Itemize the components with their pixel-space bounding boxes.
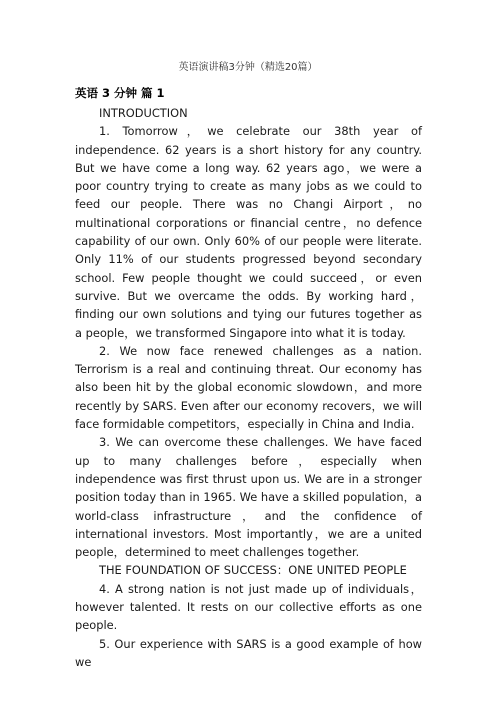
section-title: 英语 3 分钟 篇 1: [75, 86, 165, 100]
paragraph-heading-foundation: THE FOUNDATION OF SUCCESS：ONE UNITED PEOPLE: [99, 563, 407, 578]
paragraph: 3. We can overcome these challenges. We have faced up to many challenges before，especially when independence was first thrust upon us. We are in a stronger position today than in 1965. We have a skilled population，a world-class infrastructure，and the confidence of international investors. Most importantly，we are a united people，determined to meet challenges together.: [75, 435, 422, 560]
document-title: 英语演讲稿3分钟（精选20篇）: [178, 62, 318, 73]
paragraph: 5. Our experience with SARS is a good example of how we: [75, 636, 422, 669]
paragraph: 2. We now face renewed challenges as a nation. Terrorism is a real and continuing threat. Our economy has also been hit by the global economic slowdown，and more recently by SARS. Even after our economy recovers，we will face formidable competitors，especially in China and India.: [75, 343, 422, 432]
document-body: [75, 104, 422, 671]
paragraph: 1. Tomorrow，we celebrate our 38th year of independence. 62 years is a short history for any country. But we have come a long way. 62 years ago，we were a poor country trying to create as many jobs as we could to feed our people. There was no Changi Airport，no multinational corporations or financial centre，no defence capability of our own. Only 60% of our people were literate. Only 11% of our students progressed beyond secondary school. Few people thought we could succeed，or even survive. But we overcame the odds. By working hard，finding our own solutions and tying our futures together as a people，we transformed Singapore into what it is today.: [75, 124, 422, 340]
paragraph: 4. A strong nation is not just made up of individuals，however talented. It rests on our collective efforts as one people.: [75, 581, 422, 633]
paragraph-heading-introduction: INTRODUCTION: [99, 106, 188, 120]
